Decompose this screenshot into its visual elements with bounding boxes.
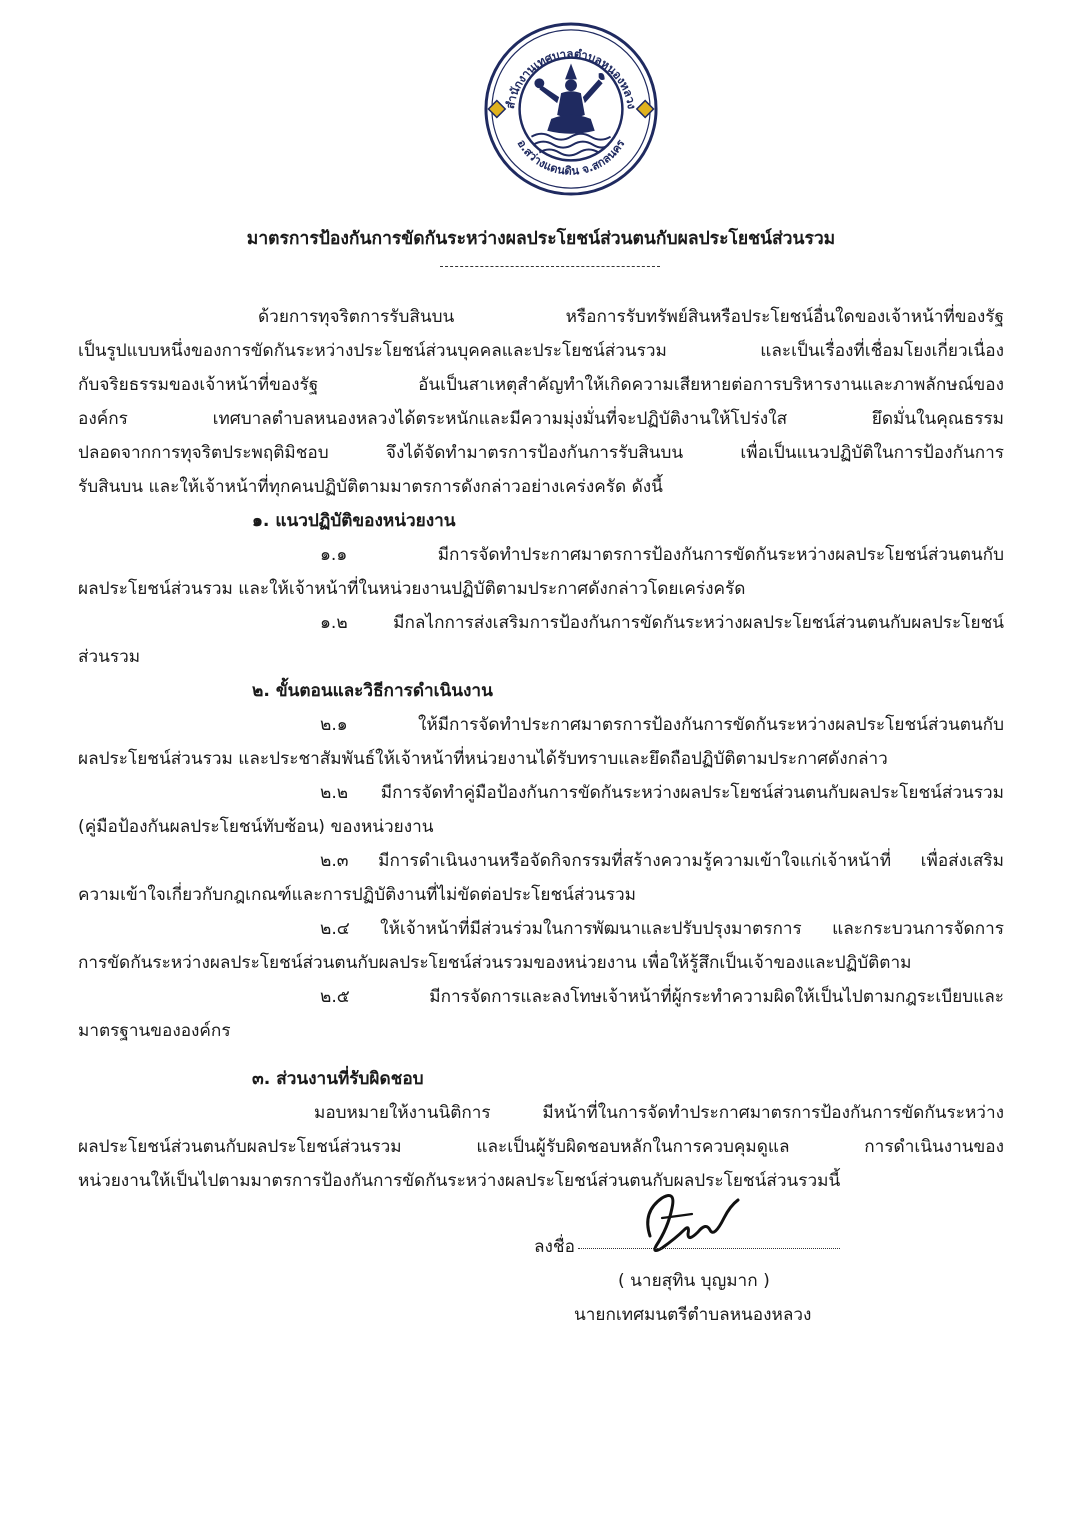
section-2-item-3-line-1: ๒.๓ มีการดำเนินงานหรือจัดกิจกรรมที่สร้างความรู้ความเข้าใจแก่เจ้าหน้าที่ เพื่อส่งเสริม [320,851,1004,871]
seal-bottom-text: อ.สว่างแดนดิน จ.สกลนคร [514,136,628,178]
seal-ornament-left-icon [488,101,505,118]
section-2-item-5-line-2: มาตรฐานขององค์กร [78,1021,231,1041]
section-2-item-1-line-2: ผลประโยชน์ส่วนรวม และประชาสัมพันธ์ให้เจ้าหน้าที่หน่วยงานได้รับทราบและยึดถือปฏิบัติตามประกาศดังกล่าว [78,749,888,769]
section-2-item-5-line-1: ๒.๕ มีการจัดการและลงโทษเจ้าหน้าที่ผู้กระทำความผิดให้เป็นไปตามกฎระเบียบและ [320,987,1004,1007]
section-2-item-1-line-1: ๒.๑ ให้มีการจัดทำประกาศมาตรการป้องกันการขัดกันระหว่างผลประโยชน์ส่วนตนกับ [320,715,1004,735]
section-2-item-2-line-1: ๒.๒ มีการจัดทำคู่มือป้องกันการขัดกันระหว่างผลประโยชน์ส่วนตนกับผลประโยชน์ส่วนรวม [320,783,1004,803]
intro-line-3: กับจริยธรรมของเจ้าหน้าที่ของรัฐ อันเป็นสาเหตุสำคัญทำให้เกิดความเสียหายต่อการบริหารงานและภาพลักษณ์ของ [78,375,1004,395]
section-2-item-3-line-2: ความเข้าใจเกี่ยวกับกฎเกณฑ์และการปฏิบัติงานที่ไม่ขัดต่อประโยชน์ส่วนรวม [78,885,636,905]
municipality-seal [482,20,660,198]
seal-ornament-right-icon [637,101,654,118]
intro-line-6: รับสินบน และให้เจ้าหน้าที่ทุกคนปฏิบัติตามมาตรการดังกล่าวอย่างเคร่งครัด ดังนี้ [78,477,663,497]
signature-label: ลงชื่อ [534,1237,575,1257]
title-divider [440,266,660,267]
section-1-item-2-line-1: ๑.๒ มีกลไกการส่งเสริมการป้องกันการขัดกันระหว่างผลประโยชน์ส่วนตนกับผลประโยชน์ [320,613,1004,633]
signature-dotted-line [578,1248,840,1249]
section-2-item-4-line-2: การขัดกันระหว่างผลประโยชน์ส่วนตนกับผลประโยชน์ส่วนรวมของหน่วยงาน เพื่อให้รู้สึกเป็นเจ้าของและปฏิบัติตาม [78,953,912,973]
section-2-item-4-line-1: ๒.๔ ให้เจ้าหน้าที่มีส่วนร่วมในการพัฒนาและปรับปรุงมาตรการ และกระบวนการจัดการ [320,919,1004,939]
intro-line-1: ด้วยการทุจริตการรับสินบน หรือการรับทรัพย์สินหรือประโยชน์อื่นใดของเจ้าหน้าที่ของรัฐ [258,307,1004,327]
section-3-heading: ๓. ส่วนงานที่รับผิดชอบ [252,1069,424,1089]
intro-line-5: ปลอดจากการทุจริตประพฤติมิชอบ จึงได้จัดทำมาตรการป้องกันการรับสินบน เพื่อเป็นแนวปฏิบัติในการป้องกันการ [78,443,1004,463]
intro-line-4: องค์กร เทศบาลตำบลหนองหลวงได้ตระหนักและมีความมุ่งมั่นที่จะปฏิบัติงานให้โปร่งใส ยึดมั่นในคุณธรรม [78,409,1004,429]
section-1-item-2-line-2: ส่วนรวม [78,647,141,667]
intro-line-2: เป็นรูปแบบหนึ่งของการขัดกันระหว่างประโยชน์ส่วนบุคคลและประโยชน์ส่วนรวม และเป็นเรื่องที่เชื่อมโยงเกี่ยวเนื่อง [78,341,1004,361]
section-1-item-1-line-1: ๑.๑ มีการจัดทำประกาศมาตรการป้องกันการขัดกันระหว่างผลประโยชน์ส่วนตนกับ [320,545,1004,565]
section-2-item-2-line-2: (คู่มือป้องกันผลประโยชน์ทับซ้อน) ของหน่วยงาน [78,817,434,837]
section-1-heading: ๑. แนวปฏิบัติของหน่วยงาน [252,511,456,531]
signer-name: ( นายสุทิน บุญมาก ) [618,1271,770,1291]
section-3-line-3: หน่วยงานให้เป็นไปตามมาตรการป้องกันการขัดกันระหว่างผลประโยชน์ส่วนตนกับผลประโยชน์ส่วนรวมนี้ [78,1171,841,1191]
section-3-line-2: ผลประโยชน์ส่วนตนกับผลประโยชน์ส่วนรวม และเป็นผู้รับผิดชอบหลักในการควบคุมดูแล การดำเนินงานของ [78,1137,1004,1157]
seal-top-text: สำนักงานเทศบาลตำบลหนองหลวง [502,46,640,111]
section-1-item-1-line-2: ผลประโยชน์ส่วนรวม และให้เจ้าหน้าที่ในหน่วยงานปฏิบัติตามประกาศดังกล่าวโดยเคร่งครัด [78,579,746,599]
signer-position: นายกเทศมนตรีตำบลหนองหลวง [574,1305,812,1325]
section-2-heading: ๒. ขั้นตอนและวิธีการดำเนินงาน [252,681,493,701]
section-3-line-1: มอบหมายให้งานนิติการ มีหน้าที่ในการจัดทำประกาศมาตรการป้องกันการขัดกันระหว่าง [314,1103,1004,1123]
document-title: มาตรการป้องกันการขัดกันระหว่างผลประโยชน์ส่วนตนกับผลประโยชน์ส่วนรวม [246,229,836,249]
